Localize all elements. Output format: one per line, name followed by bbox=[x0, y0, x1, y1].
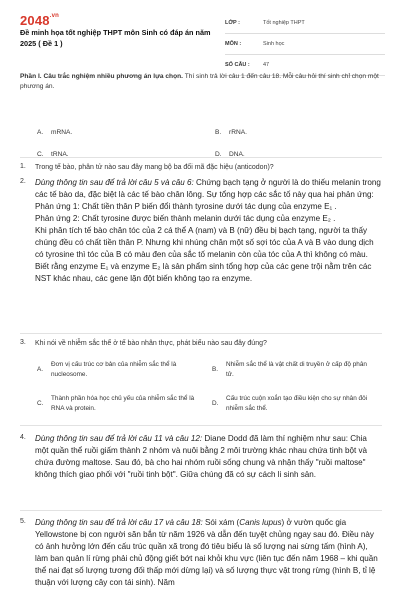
option-letter: B. bbox=[215, 129, 222, 136]
document-header bbox=[0, 0, 400, 68]
section-heading: Phần I. Câu trắc nghiệm nhiều phương án lựa chọn. bbox=[20, 73, 183, 80]
option-letter: D. bbox=[215, 151, 222, 158]
option-a[interactable] bbox=[37, 128, 72, 138]
option-text: DNA. bbox=[229, 151, 245, 158]
question-lead: Dùng thông tin sau để trả lời câu 5 và câu 6: bbox=[35, 178, 194, 187]
option-letter: C. bbox=[37, 400, 44, 407]
option-d[interactable] bbox=[215, 150, 245, 160]
section-intro bbox=[20, 72, 382, 92]
meta-table bbox=[225, 13, 385, 76]
meta-value[interactable]: Tốt nghiệp THPT bbox=[263, 20, 305, 26]
divider bbox=[20, 157, 382, 158]
meta-row-subject bbox=[225, 34, 385, 55]
option-a[interactable] bbox=[37, 360, 195, 382]
option-b[interactable] bbox=[212, 360, 370, 382]
question-paragraph: Phản ứng 2: Chất tyrosine được biến thành melanin dưới tác dụng của enzyme E₂ . bbox=[35, 214, 336, 223]
species-name: Canis lupus bbox=[239, 518, 282, 527]
question-text bbox=[35, 433, 382, 481]
option-letter: A. bbox=[37, 366, 44, 373]
option-c[interactable] bbox=[37, 150, 69, 160]
option-letter: A. bbox=[37, 129, 44, 136]
meta-value[interactable]: Sinh học bbox=[263, 41, 285, 47]
option-text: Nhiễm sắc thể là vật chất di truyền ở cấp độ phân tử. bbox=[226, 361, 367, 378]
divider bbox=[20, 333, 382, 334]
question-paragraph: Khi phân tích tế bào chân tóc của 2 cá thể A (nam) và B (nữ) đều bị bạch tạng, người ta thấy chúng đều có chất tiền thân P. Nhưng khi nhúng chân một số sợi tóc của A và B vào dung dịch có tyrosine thì tóc của B có màu đen của sắc tố melanin còn của tóc của A thì không có màu. Biết rằng enzyme E₁ và enzyme E₂ là sản phẩm sinh tổng hợp của các gene trội nằm trên các NST khác nhau, các gene lặn đột biến không tạo ra enzyme. bbox=[35, 226, 374, 283]
meta-value: 47 bbox=[263, 62, 270, 68]
question-text bbox=[35, 517, 382, 600]
question-number: 4. bbox=[20, 434, 26, 441]
question-text: Trong tế bào, phân tử nào sau đây mang bộ ba đối mã đặc hiệu (anticodon)? bbox=[35, 164, 274, 171]
divider bbox=[20, 425, 382, 426]
question-text: Khi nói về nhiễm sắc thể ở tế bào nhân thực, phát biểu nào sau đây đúng? bbox=[35, 340, 267, 347]
question-paragraph: Chứng bạch tạng ở người là do thiếu melanin trong các tế bào da, đặc biệt là các tế bào chân lông. Sự tổng hợp các sắc tố này qua hai phản ứng: bbox=[35, 178, 381, 199]
meta-label: MÔN : bbox=[225, 41, 242, 47]
option-text: tRNA. bbox=[51, 151, 69, 158]
question-paragraph: Phản ứng 1: Chất tiền thân P biến đổi thành tyrosine dưới tác dụng của enzyme E₁ . bbox=[35, 202, 337, 211]
option-letter: C. bbox=[37, 151, 44, 158]
logo-text: 2048 bbox=[20, 13, 50, 28]
site-logo[interactable] bbox=[20, 13, 59, 28]
option-letter: D. bbox=[212, 400, 219, 407]
page-title: Đề minh họa tốt nghiệp THPT môn Sinh có đáp án năm 2025 ( Đề 1 ) bbox=[20, 28, 211, 48]
divider bbox=[20, 510, 382, 511]
option-text: Thành phần hóa học chủ yếu của nhiễm sắc thể là RNA và protein. bbox=[51, 395, 195, 412]
question-number: 2. bbox=[20, 178, 26, 185]
question-number: 1. bbox=[20, 163, 26, 170]
option-d[interactable] bbox=[212, 394, 370, 416]
question-paragraph: Sói xám ( bbox=[202, 518, 240, 527]
meta-label: LỚP : bbox=[225, 20, 240, 26]
option-text: Cấu trúc cuộn xoắn tạo điều kiện cho sự nhân đôi nhiễm sắc thể. bbox=[226, 395, 368, 412]
section-instructions: Thí sinh trả lời câu 1 đến câu 18. Mỗi câu hỏi thí sinh chỉ chọn một phương án. bbox=[20, 73, 379, 90]
question-number: 5. bbox=[20, 518, 26, 525]
option-letter: B. bbox=[212, 366, 219, 373]
logo-suffix: .vn bbox=[49, 13, 60, 19]
option-text: Đơn vị cấu trúc cơ bản của nhiễm sắc thể là nucleosome. bbox=[51, 361, 177, 378]
option-c[interactable] bbox=[37, 394, 195, 416]
option-text: rRNA. bbox=[229, 129, 247, 136]
meta-row-class bbox=[225, 13, 385, 34]
question-lead: Dùng thông tin sau để trả lời câu 17 và câu 18: bbox=[35, 518, 203, 527]
question-text bbox=[35, 177, 382, 285]
question-number: 3. bbox=[20, 339, 26, 346]
option-text: mRNA. bbox=[51, 129, 73, 136]
question-paragraph: ) ở vườn quốc gia Yellowstone bị con người săn bắn từ năm 1926 và dẫn đến tuyệt chủng ngay sau đó. Điều này có ảnh hưởng lớn đến cấu trúc quần xã trong đó tiêu biểu là số lượng nai sừng tấm (hình A), làm ban quản lí rừng phải chủ động giết bớt nai khỏi khu vực (liên tục đến năm 1968 – khi quần thể nai đạt số lượng tương đối thấp mới dừng lại) và số lượng thực vật trong rừng (hình B, tỉ lệ thuận với lượng cây con tái sinh). Năm bbox=[35, 518, 378, 587]
option-b[interactable] bbox=[215, 128, 247, 138]
meta-label: SỐ CÂU : bbox=[225, 62, 250, 68]
question-lead: Dùng thông tin sau để trả lời câu 11 và câu 12: bbox=[35, 434, 203, 443]
question-paragraph: Diane Dodd đã làm thí nghiệm như sau: Chia một quần thể ruồi giấm thành 2 nhóm và nuôi bằng 2 môi trường khác nhau chứa tinh bột và chứa đường maltose. Sau đó, bà cho hai nhóm ruồi sống chung và nhận thấy "ruồi maltose" không thích giao phối với "ruồi tinh bột". Giữa chúng đã có sự cách li sinh sản. bbox=[35, 434, 368, 479]
